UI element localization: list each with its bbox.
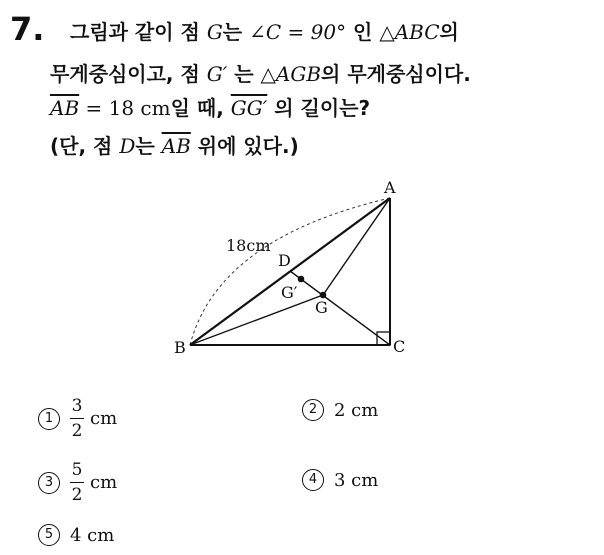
choice-mark: 4 — [302, 469, 324, 491]
point-g-prime-dot — [298, 276, 305, 283]
numerator: 3 — [71, 396, 83, 416]
point-d: D — [119, 134, 136, 158]
length-value: = 18 cm — [79, 96, 171, 120]
text: 일 때, — [170, 96, 231, 120]
text: 위에 있다.) — [190, 134, 299, 158]
text: 의 길이는? — [267, 96, 371, 120]
choice-4[interactable] — [302, 469, 378, 491]
label-length: 18cm — [226, 236, 271, 255]
label-b: B — [174, 338, 186, 357]
denominator: 2 — [71, 485, 83, 505]
fraction — [70, 396, 84, 441]
question-number: 7. — [10, 10, 45, 48]
choice-text: 4 cm — [70, 524, 115, 546]
choice-text: 3 cm — [334, 469, 379, 491]
text: 의 무게중심이다. — [321, 62, 471, 86]
choice-mark: 2 — [302, 399, 324, 421]
choice-mark: 3 — [38, 472, 60, 494]
triangle-abc: △ABC — [379, 20, 440, 44]
segment-ag — [323, 198, 390, 295]
choice-mark: 5 — [38, 524, 60, 546]
choice-2[interactable] — [302, 399, 378, 421]
segment-gg-prime: GG′ — [230, 96, 268, 120]
label-a: A — [384, 178, 396, 197]
choice-mark: 1 — [38, 408, 60, 430]
label-d: D — [278, 251, 291, 270]
segment-cd — [290, 271, 390, 345]
text: (단, 점 — [50, 134, 120, 158]
text: 는 — [222, 20, 250, 44]
angle-condition: ∠C = 90° — [249, 20, 347, 44]
text: 는 — [135, 134, 162, 158]
text: 의 — [439, 20, 459, 44]
choice-text: 2 cm — [334, 399, 379, 421]
text: 인 — [346, 20, 380, 44]
text: 는 — [227, 62, 261, 86]
triangle-agb: △AGB — [260, 62, 322, 86]
text: 무게중심이고, 점 — [50, 62, 207, 86]
segment-ab: $\overline{AB}$ — [50, 96, 80, 120]
choice-3[interactable] — [38, 460, 117, 505]
segment-bg — [190, 295, 323, 345]
point-g: G — [206, 20, 223, 44]
denominator: 2 — [71, 421, 83, 441]
unit: cm — [90, 472, 118, 493]
label-g: G — [315, 298, 328, 317]
point-g-prime: G′ — [206, 62, 228, 86]
label-c: C — [393, 337, 406, 356]
choice-5[interactable] — [38, 524, 114, 546]
unit: cm — [90, 408, 118, 429]
choice-1[interactable] — [38, 396, 117, 441]
fraction — [70, 460, 84, 505]
segment-ab: $\overline{AB}$ — [161, 134, 191, 158]
label-g-prime: G′ — [281, 283, 298, 302]
text: 그림과 같이 점 — [70, 20, 207, 44]
numerator: 5 — [71, 460, 83, 480]
